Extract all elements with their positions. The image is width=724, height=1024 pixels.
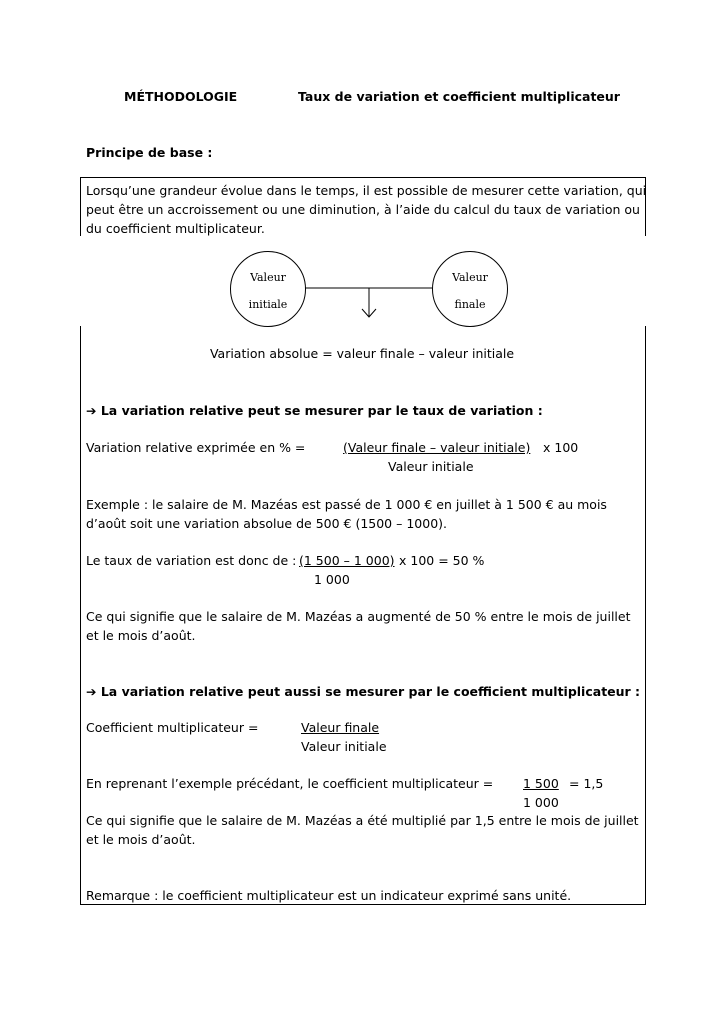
rate-label: Le taux de variation est donc de :: [86, 553, 297, 568]
final-value-circle: [432, 251, 508, 327]
example-line-1: Exemple : le salaire de M. Mazéas est passé de 1 000 € en juillet à 1 500 € au mois: [86, 497, 607, 512]
relative-heading: [86, 403, 543, 418]
initial-value-label-1: Valeur: [250, 271, 286, 284]
coefficient-meaning-line-1: Ce qui signifie que le salaire de M. Mazéas a été multiplié par 1,5 entre le mois de juillet: [86, 813, 639, 828]
remark: Remarque : le coefficient multiplicateur est un indicateur exprimé sans unité.: [86, 888, 572, 903]
rate-result: x 100 = 50 %: [399, 553, 485, 568]
relative-meaning-line-1: Ce qui signifie que le salaire de M. Mazéas a augmenté de 50 % entre le mois de juillet: [86, 609, 631, 624]
relative-formula-label: Variation relative exprimée en % =: [86, 440, 306, 455]
coefficient-heading-text: La variation relative peut aussi se mesurer par le coefficient multiplicateur :: [100, 684, 641, 699]
coefficient-example-label: En reprenant l’exemple précédant, le coefficient multiplicateur =: [86, 776, 494, 791]
coefficient-example-denominator: 1 000: [523, 795, 559, 810]
variation-diagram: [0, 0, 724, 330]
absolute-variation-formula: Variation absolue = valeur finale – valeur initiale: [209, 346, 515, 361]
arrow-right-icon: ➔: [86, 403, 97, 418]
coefficient-meaning-line-2: et le mois d’août.: [86, 832, 196, 847]
coefficient-formula-denominator: Valeur initiale: [301, 739, 387, 754]
initial-value-label-2: initiale: [248, 298, 288, 311]
coefficient-formula-label: Coefficient multiplicateur =: [86, 720, 259, 735]
intro-line-3: du coefficient multiplicateur.: [86, 221, 265, 236]
initial-value-circle: [230, 251, 306, 327]
coefficient-example-numerator: 1 500: [523, 776, 559, 791]
arrow-right-icon: ➔: [86, 684, 97, 699]
relative-heading-text: La variation relative peut se mesurer par le taux de variation :: [100, 403, 543, 418]
coefficient-example-result: = 1,5: [569, 776, 604, 791]
coefficient-formula-numerator: Valeur finale: [301, 720, 380, 735]
coefficient-heading: [86, 684, 640, 699]
rate-numerator: (1 500 – 1 000): [299, 553, 395, 568]
header-title-right: Taux de variation et coefficient multiplicateur: [298, 89, 620, 104]
final-value-label-2: finale: [454, 298, 486, 311]
relative-formula-denominator: Valeur initiale: [388, 459, 474, 474]
example-line-2: d’août soit une variation absolue de 500 € (1500 – 1000).: [86, 516, 447, 531]
rate-denominator: 1 000: [314, 572, 350, 587]
intro-line-1: Lorsqu’une grandeur évolue dans le temps, il est possible de mesurer cette variation, qui: [86, 183, 647, 198]
relative-formula-numerator: (Valeur finale – valeur initiale): [343, 440, 531, 455]
relative-meaning-line-2: et le mois d’août.: [86, 628, 196, 643]
header-title-left: MÉTHODOLOGIE: [124, 89, 238, 104]
relative-formula-multiplier: x 100: [543, 440, 579, 455]
intro-line-2: peut être un accroissement ou une diminution, à l’aide du calcul du taux de variation ou: [86, 202, 640, 217]
section-title: Principe de base :: [86, 145, 213, 160]
final-value-label-1: Valeur: [452, 271, 488, 284]
